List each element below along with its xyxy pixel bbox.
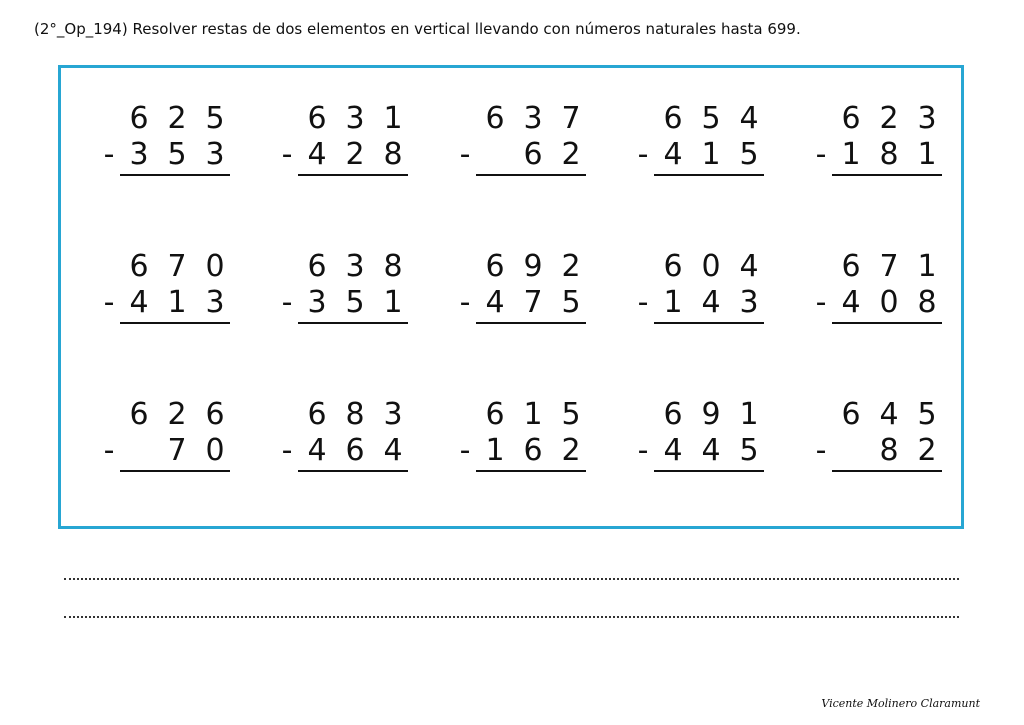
subtrahend-digit: 4	[383, 433, 403, 468]
subtrahend	[654, 138, 768, 172]
minuend	[832, 398, 946, 432]
minus-sign: -	[637, 137, 649, 172]
subtrahend-digit: 0	[879, 285, 899, 320]
subtrahend-digit: 1	[701, 137, 721, 172]
subtrahend-digit: 3	[307, 285, 327, 320]
subtrahend-digit: 2	[917, 433, 937, 468]
subtrahend-digit: 6	[523, 137, 543, 172]
minuend-digit: 6	[307, 249, 327, 284]
minuend-digit: 5	[917, 397, 937, 432]
minuend	[476, 102, 590, 136]
result-line	[120, 322, 230, 324]
minuend-digit: 4	[739, 101, 759, 136]
minuend	[654, 250, 768, 284]
subtrahend	[298, 286, 412, 320]
subtrahend-digit: 4	[663, 137, 683, 172]
minus-sign: -	[815, 137, 827, 172]
minuend-digit: 6	[307, 397, 327, 432]
subtrahend-digit: 5	[345, 285, 365, 320]
subtrahend	[654, 434, 768, 468]
result-line	[298, 470, 408, 472]
subtrahend-digit: 1	[663, 285, 683, 320]
result-line	[654, 174, 764, 176]
subtrahend-digit	[476, 138, 514, 172]
minuend	[476, 398, 590, 432]
minuend	[120, 250, 234, 284]
subtrahend-digit: 3	[739, 285, 759, 320]
subtrahend-digit: 8	[383, 137, 403, 172]
minuend-digit: 6	[129, 249, 149, 284]
minuend	[298, 250, 412, 284]
subtraction-problem	[100, 102, 240, 192]
subtrahend	[832, 286, 946, 320]
subtrahend-digit: 1	[167, 285, 187, 320]
subtrahend-digit: 0	[205, 433, 225, 468]
result-line	[654, 470, 764, 472]
minuend-digit: 4	[739, 249, 759, 284]
result-line	[476, 174, 586, 176]
subtrahend-digit: 8	[879, 137, 899, 172]
subtrahend-digit: 8	[917, 285, 937, 320]
subtraction-problem	[812, 250, 952, 340]
subtraction-problem	[278, 398, 418, 488]
subtrahend-digit: 3	[129, 137, 149, 172]
subtraction-problem	[812, 102, 952, 192]
answer-line-2[interactable]	[64, 616, 959, 618]
subtrahend-digit: 1	[917, 137, 937, 172]
minuend-digit: 1	[523, 397, 543, 432]
minuend-digit: 5	[205, 101, 225, 136]
minuend-digit: 1	[383, 101, 403, 136]
minus-sign: -	[103, 285, 115, 320]
subtrahend-digit: 1	[485, 433, 505, 468]
subtrahend-digit: 4	[307, 137, 327, 172]
answer-line-1[interactable]	[64, 578, 959, 580]
minuend	[298, 398, 412, 432]
subtrahend-digit: 5	[739, 137, 759, 172]
subtrahend	[120, 138, 234, 172]
subtrahend	[476, 286, 590, 320]
subtraction-problem	[456, 250, 596, 340]
minuend-digit: 6	[663, 397, 683, 432]
subtrahend-digit: 6	[345, 433, 365, 468]
minuend-digit: 6	[205, 397, 225, 432]
minus-sign: -	[103, 433, 115, 468]
minus-sign: -	[281, 285, 293, 320]
minuend-digit: 6	[841, 249, 861, 284]
subtraction-problem	[100, 250, 240, 340]
minuend-digit: 6	[663, 101, 683, 136]
minuend-digit: 2	[167, 397, 187, 432]
minuend-digit: 7	[879, 249, 899, 284]
minuend-digit: 6	[485, 249, 505, 284]
minuend-digit: 0	[701, 249, 721, 284]
subtraction-problem	[634, 250, 774, 340]
minuend-digit: 3	[523, 101, 543, 136]
subtraction-problem	[100, 398, 240, 488]
minuend-digit: 6	[485, 101, 505, 136]
subtrahend-digit: 4	[841, 285, 861, 320]
subtrahend-digit: 3	[205, 137, 225, 172]
minus-sign: -	[281, 433, 293, 468]
minuend-digit: 3	[345, 249, 365, 284]
minuend-digit: 9	[701, 397, 721, 432]
minus-sign: -	[815, 433, 827, 468]
subtrahend-digit: 4	[307, 433, 327, 468]
minuend	[832, 250, 946, 284]
minuend-digit: 6	[841, 397, 861, 432]
minuend-digit: 0	[205, 249, 225, 284]
result-line	[476, 322, 586, 324]
subtrahend	[832, 138, 946, 172]
minuend-digit: 6	[129, 397, 149, 432]
result-line	[298, 174, 408, 176]
result-line	[654, 322, 764, 324]
minuend-digit: 2	[167, 101, 187, 136]
subtrahend-digit: 4	[129, 285, 149, 320]
minuend	[654, 398, 768, 432]
subtraction-problem	[812, 398, 952, 488]
minuend-digit: 6	[663, 249, 683, 284]
minuend-digit: 3	[383, 397, 403, 432]
result-line	[120, 174, 230, 176]
minuend-digit: 4	[879, 397, 899, 432]
result-line	[120, 470, 230, 472]
subtraction-problem	[278, 102, 418, 192]
subtrahend-digit: 7	[167, 433, 187, 468]
minuend	[120, 398, 234, 432]
result-line	[832, 174, 942, 176]
minuend	[832, 102, 946, 136]
subtrahend-digit	[832, 434, 870, 468]
subtraction-problem	[278, 250, 418, 340]
subtraction-problem	[456, 398, 596, 488]
minuend-digit: 9	[523, 249, 543, 284]
minuend-digit: 6	[307, 101, 327, 136]
minuend-digit: 6	[841, 101, 861, 136]
minus-sign: -	[637, 285, 649, 320]
subtrahend-digit: 4	[485, 285, 505, 320]
minuend-digit: 3	[917, 101, 937, 136]
result-line	[476, 470, 586, 472]
minuend-digit: 7	[561, 101, 581, 136]
minus-sign: -	[281, 137, 293, 172]
subtrahend-digit: 8	[879, 433, 899, 468]
subtrahend-digit: 1	[841, 137, 861, 172]
subtrahend-digit: 2	[561, 433, 581, 468]
minuend-digit: 8	[383, 249, 403, 284]
subtrahend-digit: 2	[345, 137, 365, 172]
minuend-digit: 8	[345, 397, 365, 432]
minuend-digit: 1	[917, 249, 937, 284]
subtrahend-digit: 6	[523, 433, 543, 468]
minuend	[120, 102, 234, 136]
result-line	[298, 322, 408, 324]
minuend-digit: 3	[345, 101, 365, 136]
minuend-digit: 1	[739, 397, 759, 432]
subtrahend-digit: 2	[561, 137, 581, 172]
minus-sign: -	[815, 285, 827, 320]
subtrahend-digit: 5	[739, 433, 759, 468]
subtrahend	[476, 138, 590, 172]
minuend-digit: 6	[129, 101, 149, 136]
subtrahend	[298, 138, 412, 172]
minus-sign: -	[103, 137, 115, 172]
subtrahend-digit: 4	[701, 285, 721, 320]
minuend-digit: 7	[167, 249, 187, 284]
worksheet-title: (2°_Op_194) Resolver restas de dos elementos en vertical llevando con números naturales hasta 699.	[34, 20, 801, 38]
subtrahend	[120, 286, 234, 320]
minuend	[476, 250, 590, 284]
minuend-digit: 5	[561, 397, 581, 432]
subtraction-problem	[634, 398, 774, 488]
minuend-digit: 6	[485, 397, 505, 432]
subtrahend-digit	[120, 434, 158, 468]
subtrahend-digit: 5	[167, 137, 187, 172]
subtrahend-digit: 4	[663, 433, 683, 468]
minus-sign: -	[459, 285, 471, 320]
subtrahend	[832, 434, 946, 468]
result-line	[832, 470, 942, 472]
minuend-digit: 5	[701, 101, 721, 136]
subtrahend	[120, 434, 234, 468]
subtrahend	[654, 286, 768, 320]
minus-sign: -	[637, 433, 649, 468]
subtrahend	[476, 434, 590, 468]
result-line	[832, 322, 942, 324]
minuend-digit: 2	[879, 101, 899, 136]
subtrahend-digit: 3	[205, 285, 225, 320]
subtraction-problem	[634, 102, 774, 192]
minuend	[298, 102, 412, 136]
subtrahend-digit: 1	[383, 285, 403, 320]
subtrahend-digit: 7	[523, 285, 543, 320]
subtrahend-digit: 4	[701, 433, 721, 468]
subtraction-problem	[456, 102, 596, 192]
minus-sign: -	[459, 137, 471, 172]
subtrahend	[298, 434, 412, 468]
minus-sign: -	[459, 433, 471, 468]
subtrahend-digit: 5	[561, 285, 581, 320]
minuend-digit: 2	[561, 249, 581, 284]
author-signature: Vicente Molinero Claramunt	[821, 697, 980, 710]
minuend	[654, 102, 768, 136]
